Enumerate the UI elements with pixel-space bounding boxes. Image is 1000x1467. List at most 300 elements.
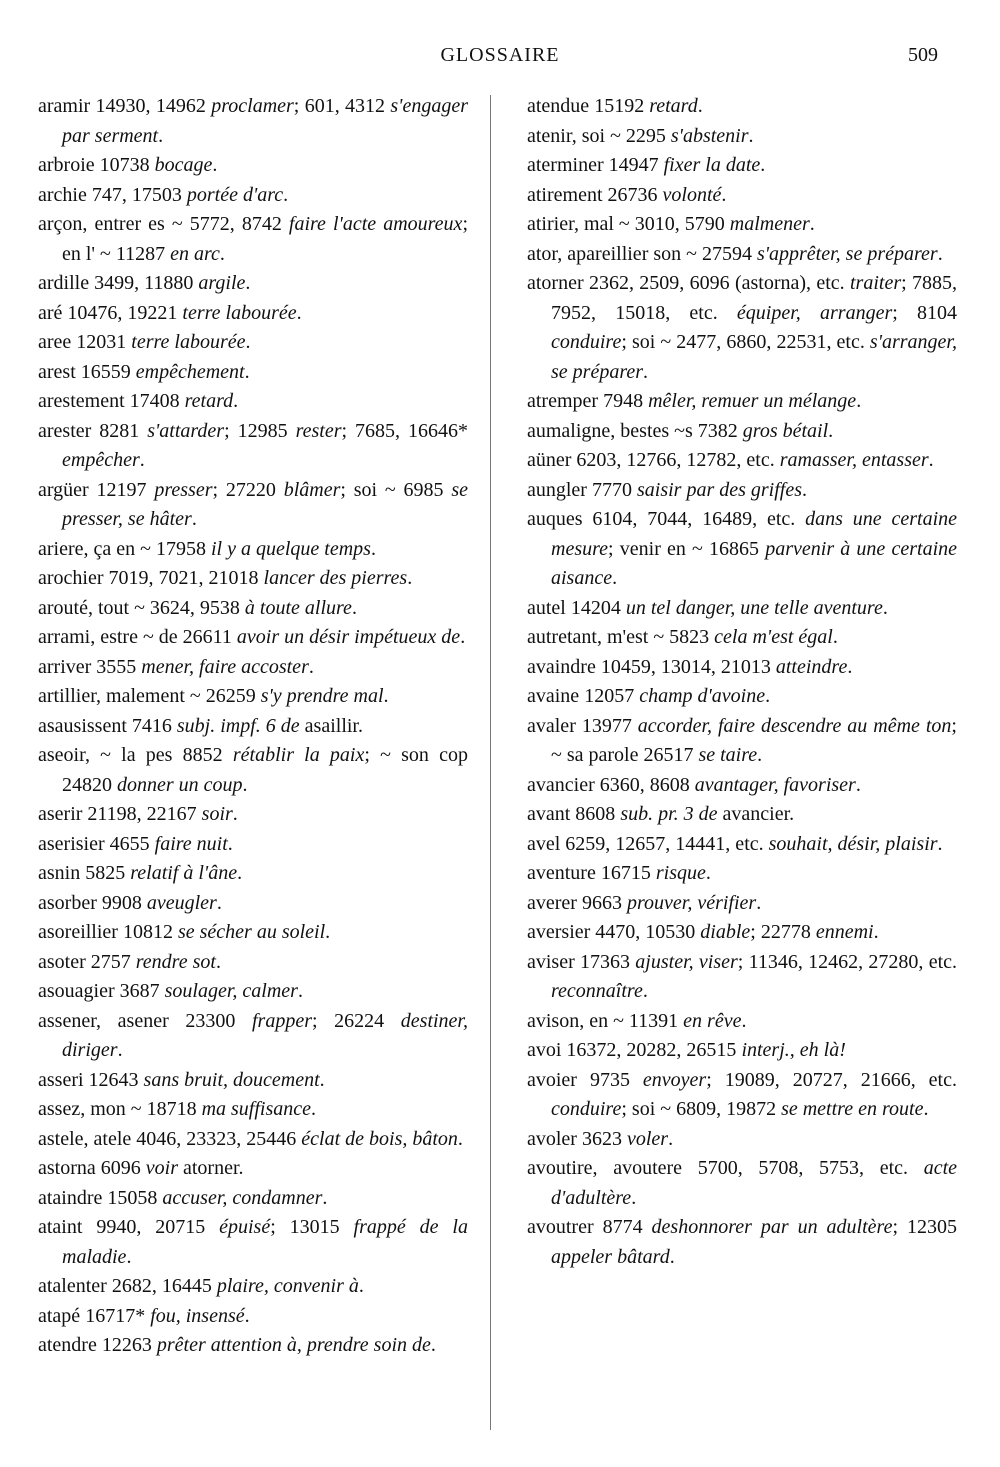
entry-text: aversier 4470, 10530 [527,921,701,943]
glossary-entry [527,92,957,122]
glossary-entry [38,830,468,860]
entry-definition: proclamer [211,95,294,117]
entry-definition: champ d'avoine [639,685,766,707]
entry-definition: parvenir à une certaine aisance [551,537,957,589]
entry-text: atorner 2362, 2509, 6096 (astorna), etc. [527,272,850,294]
entry-text: arester 8281 [38,419,148,442]
glossary-entry [527,269,957,387]
entry-text: autretant, m'est ~ 5823 [527,626,715,648]
entry-text: ataindre 15058 [38,1186,163,1209]
entry-text: . [765,685,771,707]
glossary-entry [38,948,468,978]
entry-text: . [358,1275,364,1297]
entry-text: argüer 12197 [38,478,155,501]
entry-text: ataint 9940, 20715 [38,1216,220,1238]
entry-text: . [283,183,289,206]
glossary-entry [38,564,468,594]
entry-definition: saisir par des griffes [636,478,803,501]
entry-text: . [242,773,248,796]
entry-definition: faire l'acte amoureux [288,213,463,235]
entry-definition: voir [145,1157,178,1179]
glossary-entry [38,269,468,299]
entry-definition: empêchement [135,360,245,383]
entry-text: aré 10476, 19221 [38,301,183,324]
glossary-entry [527,712,957,771]
entry-definition: mener, faire accoster [141,655,309,678]
glossary-entry [38,800,468,830]
glossary-entry [38,682,468,712]
glossary-entry [527,181,957,211]
glossary-entry [38,918,468,948]
entry-text: aventure 16715 [527,862,656,884]
glossary-entry [527,1066,957,1125]
entry-text: ; venir en ~ 16865 [608,537,766,560]
entry-definition: cela m'est égal [714,626,833,648]
glossary-entry [38,1184,468,1214]
glossary-entry [527,1125,957,1155]
entry-text: . [856,390,862,412]
entry-text: assener, asener 23300 [38,1009,252,1032]
entry-text: asorber 9908 [38,891,147,914]
entry-text: asoter 2757 [38,950,136,973]
entry-text: atirement 26736 [527,183,663,206]
entry-definition: risque [655,862,706,884]
glossary-entry [527,594,957,624]
entry-text: . [937,242,943,265]
entry-definition: donner un coup [117,773,243,796]
glossary-entry [38,594,468,624]
entry-definition: un tel danger, une telle aventure [625,596,883,619]
entry-text: . [325,921,331,943]
entry-text: . [370,537,376,560]
entry-text: ; soi ~ 6985 [340,478,452,501]
glossary-entry [38,387,468,417]
entry-definition: portée d'arc [186,183,284,206]
entry-text: . [351,596,357,619]
entry-text: . [756,891,762,914]
entry-text: . [757,744,763,766]
entry-text: . [802,478,808,501]
entry-definition: plaire, convenir à [216,1275,359,1297]
entry-text: avoutire, avoutere 5700, 5708, 5753, etc. [527,1157,924,1179]
glossary-entry [38,1213,468,1272]
entry-definition: presser [154,478,213,501]
entry-definition: bocage [154,154,213,176]
entry-text: . [855,773,861,796]
page-number: 509 [908,44,938,66]
entry-definition: à toute allure [244,596,352,619]
entry-definition: frapper [251,1009,312,1032]
entry-text: atenir, soi ~ 2295 [527,124,671,147]
entry-text: . [642,980,648,1002]
entry-definition: frappé de la maladie [62,1216,468,1268]
entry-text: arçon, entrer es ~ 5772, 8742 [38,213,289,235]
entry-text: autel 14204 [527,596,626,619]
running-header-title: GLOSSAIRE [440,44,560,66]
entry-text: aserir 21198, 22167 [38,803,202,825]
entry-text: avant 8608 [527,803,621,825]
entry-text: . [748,124,754,147]
entry-definition: sub. pr. 3 de [620,803,718,825]
entry-definition: voler [626,1127,669,1150]
glossary-entry [38,623,468,653]
entry-text: . [809,213,815,235]
entry-text: ; ~ sa parole 26517 [551,714,957,766]
entry-text: ; 19089, 20727, 21666, etc. [706,1068,957,1091]
entry-definition: mêler, remuer un mélange [648,390,857,412]
entry-text: . [847,655,853,678]
glossary-entry [38,181,468,211]
entry-definition: épuisé [219,1216,271,1238]
entry-definition: s'y prendre mal [260,685,384,707]
entry-text: atendue 15192 [527,95,650,117]
glossary-entry [527,623,957,653]
entry-definition: rétablir la paix [232,744,365,766]
entry-text: arest 16559 [38,360,136,383]
entry-text: . [233,390,239,412]
entry-text: . [407,567,413,589]
entry-text: aree 12031 [38,331,132,353]
entry-text: arrami, estre ~ de 26611 [38,626,237,648]
entry-definition: se presser, se hâter [62,478,468,530]
entry-definition: s'apprêter, se préparer [756,242,938,265]
entry-text: ardille 3499, 11880 [38,272,199,294]
glossary-entry [38,1066,468,1096]
entry-text: . [741,1009,747,1032]
entry-text: ; 8104 [892,301,957,324]
entry-definition: ennemi [815,921,874,943]
entry-text: . [705,862,711,884]
entry-definition: se mettre en route [781,1098,924,1120]
glossary-entry [527,682,957,712]
entry-definition: prêter attention à, prendre soin de [156,1334,431,1356]
glossary-entry [527,800,957,830]
entry-definition: deshonnorer par un adultère [651,1216,893,1238]
entry-definition: atteindre [775,655,848,678]
entry-text: . [296,301,302,324]
glossary-entry [527,476,957,506]
entry-text: . [668,1127,674,1150]
entry-text: . [828,419,834,442]
entry-text: avison, en ~ 11391 [527,1009,684,1032]
glossary-entry [38,653,468,683]
entry-definition: s'engager par serment [62,95,468,147]
entry-text: . [232,803,238,825]
entry-text: . [319,1068,325,1091]
entry-text: ; 13015 [270,1216,354,1238]
glossary-entry [38,299,468,329]
entry-text: auques 6104, 7044, 16489, etc. [527,508,806,530]
entry-definition: ma suffisance [201,1098,312,1120]
entry-text: ; soi ~ 6809, 19872 [621,1098,782,1120]
entry-text: . [212,154,218,176]
glossary-entry [527,240,957,270]
entry-text: arochier 7019, 7021, 21018 [38,567,264,589]
entry-text: averer 9663 [527,891,627,914]
entry-text: . [244,1304,250,1327]
glossary-entry [527,653,957,683]
entry-text: . [219,242,225,265]
entry-text: . [383,685,389,707]
entry-text: ; 12305 [892,1216,957,1238]
entry-definition: destiner, diriger [62,1009,468,1061]
entry-definition: fixer la date [663,154,761,176]
entry-text: . [631,1186,637,1209]
entry-text: avaindre 10459, 13014, 21013 [527,655,776,678]
entry-text: . [216,891,222,914]
entry-text: . [244,360,250,383]
entry-text: atremper 7948 [527,390,649,412]
glossary-entry [38,1007,468,1066]
entry-text: . [721,183,727,206]
entry-text: arbroie 10738 [38,154,155,176]
entry-text: . [460,626,466,648]
glossary-entry [527,1007,957,1037]
glossary-column-right [527,92,957,1272]
entry-definition: acte d'adultère [551,1157,957,1209]
entry-definition: équiper, arranger [736,301,893,324]
entry-text: atapé 16717* [38,1304,151,1327]
entry-text: arriver 3555 [38,655,142,678]
entry-definition: conduire [551,1098,622,1120]
entry-definition: sans bruit, doucement [143,1068,320,1091]
entry-definition: conduire [551,331,622,353]
entry-text: assez, mon ~ 18718 [38,1098,202,1120]
entry-text: ; 22778 [750,921,816,943]
glossary-entry [38,1302,468,1332]
glossary-entry [38,417,468,476]
entry-text: ariere, ça en ~ 17958 [38,537,211,560]
entry-text: aviser 17363 [527,950,636,973]
entry-definition: interj., eh là! [741,1039,846,1061]
entry-definition: il y a quelque temps [210,537,371,560]
entry-text: aungler 7770 [527,478,637,501]
entry-text: ; en l' ~ 11287 [62,213,468,265]
entry-definition: ramasser, entasser [779,449,929,471]
entry-definition: traiter [849,272,902,294]
entry-text: . [873,921,879,943]
entry-text: . [457,1127,463,1150]
glossary-entry [38,859,468,889]
entry-definition: prouver, vérifier [626,891,757,914]
entry-text: . [308,655,314,678]
glossary-entry [527,1036,957,1066]
entry-text: . [430,1334,436,1356]
entry-text: . [928,449,934,471]
entry-definition: se taire [698,744,758,766]
entry-definition: appeler bâtard [551,1245,670,1268]
entry-text: . [937,832,943,855]
entry-text: aterminer 14947 [527,154,664,176]
entry-text: ; soi ~ 2477, 6860, 22531, etc. [621,331,870,353]
entry-text: aramir 14930, 14962 [38,95,212,117]
entry-definition: souhait, désir, plaisir [768,832,938,855]
entry-text: avaler 13977 [527,714,638,737]
entry-definition: argile [198,272,246,294]
entry-text: arestement 17408 [38,390,185,412]
entry-text: . [297,980,303,1002]
entry-text: . [158,124,164,147]
entry-text: . [643,360,649,383]
glossary-entry [527,889,957,919]
entry-text: arouté, tout ~ 3624, 9538 [38,596,245,619]
entry-definition: volonté [662,183,722,206]
entry-text: . [311,1098,317,1120]
glossary-entry [38,476,468,535]
entry-text: aseoir, ~ la pes 8852 [38,744,233,766]
entry-text: avoutrer 8774 [527,1216,652,1238]
entry-definition: gros bétail [742,419,829,442]
entry-definition: blâmer [283,478,341,501]
entry-text: ; ~ son cop 24820 [62,744,468,796]
entry-text: asnin 5825 [38,862,131,884]
entry-text: . [669,1245,675,1268]
entry-definition: retard [649,95,698,117]
entry-text: avoler 3623 [527,1127,627,1150]
glossary-entry [38,1095,468,1125]
entry-text: . [245,331,251,353]
entry-definition: en rêve [683,1009,742,1032]
entry-definition: accuser, condamner [162,1186,323,1209]
glossary-entry [527,859,957,889]
entry-text: . [760,154,766,176]
entry-definition: fou, insensé [150,1304,245,1327]
glossary-entry [527,387,957,417]
glossary-entry [38,1125,468,1155]
entry-definition: avoir un désir impétueux de [236,626,461,648]
entry-text: aumaligne, bestes ~s 7382 [527,419,743,442]
entry-definition: terre labourée [131,331,246,353]
entry-text: ; 27220 [212,478,284,501]
glossary-entry [38,358,468,388]
entry-text: atirier, mal ~ 3010, 5790 [527,213,730,235]
glossary-entry [527,1154,957,1213]
entry-text: . [923,1098,929,1120]
entry-text: avancier. [717,803,795,825]
glossary-entry [38,741,468,800]
glossary-entry [38,889,468,919]
entry-text: ; 7885, 7952, 15018, etc. [551,272,957,324]
entry-definition: subj. impf. 6 de [176,714,300,737]
glossary-entry [38,151,468,181]
glossary-entry [38,535,468,565]
glossary-entry [38,1272,468,1302]
glossary-entry [527,505,957,594]
entry-text: ; 7685, 16646* [341,419,468,442]
glossary-entry [38,712,468,742]
glossary-entry [527,417,957,447]
entry-text: avel 6259, 12657, 14441, etc. [527,832,769,855]
entry-text: astorna 6096 [38,1157,146,1179]
entry-text: asseri 12643 [38,1068,144,1091]
entry-definition: soulager, calmer [164,980,298,1002]
entry-text: . [322,1186,328,1209]
entry-text: ; 601, 4312 [293,95,391,117]
entry-text: aüner 6203, 12766, 12782, etc. [527,449,780,471]
entry-text: astele, atele 4046, 23323, 25446 [38,1127,302,1150]
entry-definition: rester [295,419,342,442]
entry-text: avancier 6360, 8608 [527,773,695,796]
entry-definition: s'attarder [147,419,225,442]
entry-text: . [832,626,838,648]
entry-definition: soir [201,803,233,825]
entry-definition: ajuster, viser [635,950,738,973]
entry-text: ; 12985 [224,419,296,442]
entry-text: atorner. [177,1157,244,1179]
entry-text: . [191,508,197,530]
entry-definition: rendre sot [135,950,216,973]
glossary-entry [38,328,468,358]
entry-text: . [139,449,145,471]
entry-definition: empêcher [62,449,140,471]
glossary-entry [527,1213,957,1272]
entry-text: archie 747, 17503 [38,183,187,206]
entry-definition: terre labourée [182,301,297,324]
glossary-entry [527,771,957,801]
entry-definition: aveugler [146,891,217,914]
entry-definition: s'arranger, se préparer [551,331,957,383]
entry-text: avoier 9735 [527,1068,643,1091]
entry-definition: retard [184,390,234,412]
entry-definition: malmener [729,213,810,235]
entry-text: atalenter 2682, 16445 [38,1275,217,1297]
entry-definition: faire nuit [154,832,228,855]
entry-definition: s'abstenir [670,124,749,147]
entry-definition: dans une certaine mesure [551,508,957,560]
entry-text: asouagier 3687 [38,980,165,1002]
entry-text: asoreillier 10812 [38,921,178,943]
entry-definition: envoyer [642,1068,707,1091]
entry-definition: avantager, favoriser [694,773,856,796]
entry-definition: diable [700,921,751,943]
entry-text: aserisier 4655 [38,832,155,855]
entry-definition: lancer des pierres [263,567,408,589]
entry-text: . [126,1245,132,1268]
entry-definition: relatif à l'âne [130,862,238,884]
entry-text: artillier, malement ~ 26259 [38,685,261,707]
entry-text: . [245,272,251,294]
glossary-entry [527,122,957,152]
glossary-entry [38,1154,468,1184]
entry-definition: en arc [170,242,220,265]
entry-text: . [237,862,243,884]
entry-text: avoi 16372, 20282, 26515 [527,1039,742,1061]
glossary-column-left [38,92,468,1361]
glossary-entry [38,210,468,269]
glossary-entry [527,151,957,181]
glossary-entry [38,977,468,1007]
entry-text: . [117,1039,123,1061]
entry-text: asaillir. [299,714,363,737]
glossary-entry [527,918,957,948]
glossary-entry [527,446,957,476]
entry-definition: accorder, faire descendre au même ton [637,714,952,737]
entry-text: ; 26224 [311,1009,401,1032]
entry-text: . [612,567,618,589]
entry-text: asausissent 7416 [38,714,177,737]
entry-text: avaine 12057 [527,685,640,707]
column-divider [490,95,491,1430]
glossary-entry [527,210,957,240]
entry-text: atendre 12263 [38,1334,157,1356]
entry-text: . [882,596,888,619]
entry-text: ator, apareillier son ~ 27594 [527,242,757,265]
glossary-entry [38,92,468,151]
glossary-entry [527,830,957,860]
entry-text: . [227,832,233,855]
glossary-entry [527,948,957,1007]
glossary-entry [38,1331,468,1361]
